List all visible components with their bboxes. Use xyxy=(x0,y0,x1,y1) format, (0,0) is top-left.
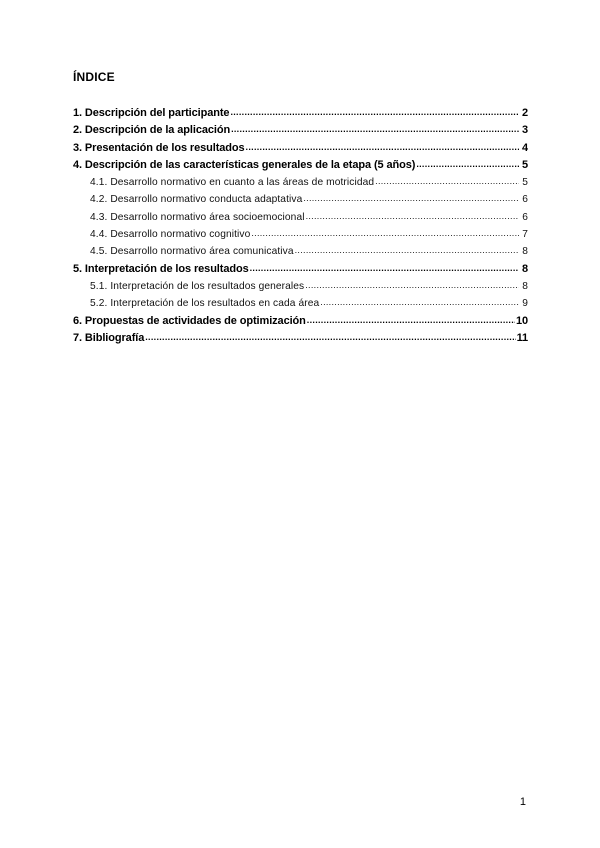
toc-subentry[interactable] xyxy=(73,226,528,243)
toc-entry[interactable] xyxy=(73,140,528,157)
toc-entry-page: 6 xyxy=(522,211,528,223)
toc-dot-leader xyxy=(231,122,519,138)
toc-entry-page: 10 xyxy=(515,314,528,327)
toc-entry[interactable] xyxy=(73,105,528,122)
toc-dot-leader xyxy=(303,191,519,207)
toc-entry-page: 5 xyxy=(521,158,528,171)
toc-entry[interactable] xyxy=(73,157,528,174)
table-of-contents xyxy=(73,105,528,347)
toc-entry-label: 4.1. Desarrollo normativo en cuanto a las áreas de motricidad xyxy=(90,177,375,189)
toc-dot-leader xyxy=(145,330,515,346)
toc-dot-leader xyxy=(230,105,519,121)
toc-entry-page: 9 xyxy=(522,298,528,310)
toc-entry[interactable] xyxy=(73,261,528,278)
toc-entry-label: 5.1. Interpretación de los resultados generales xyxy=(90,280,305,292)
toc-entry-page: 4 xyxy=(521,141,528,154)
toc-title: ÍNDICE xyxy=(73,70,115,84)
toc-subentry[interactable] xyxy=(73,278,528,295)
toc-entry-label: 4.2. Desarrollo normativo conducta adaptativa xyxy=(90,194,303,206)
toc-entry-label: 2. Descripción de la aplicación xyxy=(73,124,231,137)
toc-entry-label: 4.4. Desarrollo normativo cognitivo xyxy=(90,229,251,241)
toc-dot-leader xyxy=(251,226,519,242)
toc-entry-page: 8 xyxy=(522,246,528,258)
toc-entry-label: 5.2. Interpretación de los resultados en cada área xyxy=(90,298,320,310)
toc-dot-leader xyxy=(307,313,515,329)
toc-subentry[interactable] xyxy=(73,209,528,226)
toc-entry-page: 6 xyxy=(522,194,528,206)
toc-subentry[interactable] xyxy=(73,295,528,312)
toc-entry-page: 7 xyxy=(522,229,528,241)
toc-dot-leader xyxy=(250,261,519,277)
toc-entry-label: 7. Bibliografía xyxy=(73,331,145,344)
toc-dot-leader xyxy=(305,278,519,294)
toc-dot-leader xyxy=(320,295,519,311)
toc-entry-page: 5 xyxy=(522,177,528,189)
toc-entry-label: 4. Descripción de las características generales de la etapa (5 años) xyxy=(73,158,416,171)
toc-entry-label: 4.5. Desarrollo normativo área comunicativa xyxy=(90,246,294,258)
toc-entry-page: 2 xyxy=(521,107,528,119)
toc-subentry[interactable] xyxy=(73,191,528,208)
toc-entry-page: 8 xyxy=(521,262,528,275)
toc-entry[interactable] xyxy=(73,313,528,330)
toc-dot-leader xyxy=(246,140,519,156)
toc-entry-label: 4.3. Desarrollo normativo área socioemocional xyxy=(90,211,305,223)
toc-entry-label: 1. Descripción del participante xyxy=(73,107,230,119)
toc-subentry[interactable] xyxy=(73,174,528,191)
toc-dot-leader xyxy=(295,243,519,259)
toc-dot-leader xyxy=(375,174,519,190)
toc-entry-label: 3. Presentación de los resultados xyxy=(73,141,245,154)
toc-entry-page: 8 xyxy=(522,280,528,292)
toc-entry-label: 6. Propuestas de actividades de optimización xyxy=(73,314,306,327)
toc-entry-page: 3 xyxy=(521,124,528,137)
toc-entry-page: 11 xyxy=(516,331,528,344)
toc-subentry[interactable] xyxy=(73,243,528,260)
toc-entry[interactable] xyxy=(73,330,528,347)
toc-dot-leader xyxy=(416,157,519,173)
toc-entry[interactable] xyxy=(73,122,528,139)
toc-dot-leader xyxy=(306,209,519,225)
page-number: 1 xyxy=(519,796,526,808)
toc-entry-label: 5. Interpretación de los resultados xyxy=(73,262,249,275)
